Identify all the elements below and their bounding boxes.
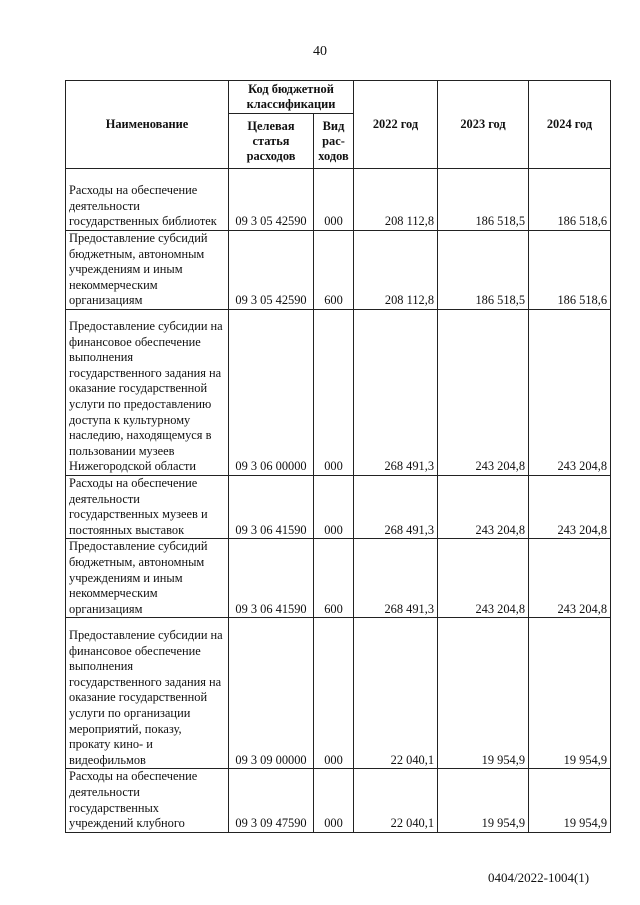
- row-value-2022: 208 112,8: [354, 231, 438, 310]
- row-target-code: 09 3 09 47590: [229, 769, 314, 832]
- row-value-2023: 243 204,8: [438, 539, 529, 618]
- header-2023: 2023 год: [438, 81, 529, 169]
- row-value-2024: 243 204,8: [529, 539, 611, 618]
- row-value-2023: 186 518,5: [438, 169, 529, 231]
- row-value-2022: 22 040,1: [354, 618, 438, 769]
- row-target-code: 09 3 05 42590: [229, 169, 314, 231]
- row-value-2023: 243 204,8: [438, 309, 529, 475]
- row-value-2022: 208 112,8: [354, 169, 438, 231]
- row-name: Предоставление субсидий бюджетным, автономным учреждениям и иным некоммерческим организациям: [66, 231, 229, 310]
- row-value-2023: 186 518,5: [438, 231, 529, 310]
- table-row: [66, 169, 611, 231]
- row-expense-kind: 000: [314, 618, 354, 769]
- row-target-code: 09 3 06 00000: [229, 309, 314, 475]
- header-expense-kind: Вид рас-ходов: [314, 114, 354, 169]
- row-target-code: 09 3 06 41590: [229, 475, 314, 538]
- row-expense-kind: 000: [314, 769, 354, 832]
- row-target-code: 09 3 09 00000: [229, 618, 314, 769]
- row-value-2023: 19 954,9: [438, 769, 529, 832]
- row-value-2022: 268 491,3: [354, 475, 438, 538]
- table-body: [66, 169, 611, 833]
- row-name: Предоставление субсидии на финансовое обеспечение выполнения государственного задания на оказание государственной услуги по предоставлению доступа к культурному наследию, находящемуся в пользовании музеев Нижегородской области: [66, 309, 229, 475]
- row-target-code: 09 3 05 42590: [229, 231, 314, 310]
- row-value-2024: 186 518,6: [529, 231, 611, 310]
- row-name: Предоставление субсидии на финансовое обеспечение выполнения государственного задания на оказание государственной услуги по организации мероприятий, показу, прокату кино- и видеофильмов: [66, 618, 229, 769]
- row-expense-kind: 000: [314, 475, 354, 538]
- row-value-2022: 22 040,1: [354, 769, 438, 832]
- row-value-2024: 186 518,6: [529, 169, 611, 231]
- row-name: Расходы на обеспечение деятельности государственных учреждений клубного: [66, 769, 229, 832]
- row-value-2024: 19 954,9: [529, 618, 611, 769]
- header-target-article: Целевая статья расходов: [229, 114, 314, 169]
- table-row: [66, 231, 611, 310]
- row-expense-kind: 000: [314, 169, 354, 231]
- row-expense-kind: 000: [314, 309, 354, 475]
- row-value-2022: 268 491,3: [354, 309, 438, 475]
- table-header: [66, 81, 611, 169]
- header-code-group: Код бюджетной классификации: [229, 81, 354, 114]
- row-target-code: 09 3 06 41590: [229, 539, 314, 618]
- header-name: Наименование: [66, 81, 229, 169]
- document-reference: 0404/2022-1004(1): [488, 870, 590, 885]
- row-name: Расходы на обеспечение деятельности государственных музеев и постоянных выставок: [66, 475, 229, 538]
- row-name: Расходы на обеспечение деятельности государственных библиотек: [66, 169, 229, 231]
- budget-table: [65, 80, 611, 833]
- page-number: 40: [313, 44, 327, 59]
- table-row: [66, 309, 611, 475]
- row-name: Предоставление субсидий бюджетным, автономным учреждениям и иным некоммерческим организациям: [66, 539, 229, 618]
- row-value-2024: 19 954,9: [529, 769, 611, 832]
- row-value-2023: 243 204,8: [438, 475, 529, 538]
- table-row: [66, 475, 611, 538]
- table-row: [66, 539, 611, 618]
- header-2024: 2024 год: [529, 81, 611, 169]
- header-2022: 2022 год: [354, 81, 438, 169]
- row-value-2022: 268 491,3: [354, 539, 438, 618]
- row-expense-kind: 600: [314, 231, 354, 310]
- table-row: [66, 618, 611, 769]
- row-value-2024: 243 204,8: [529, 475, 611, 538]
- table-row: [66, 769, 611, 832]
- row-value-2023: 19 954,9: [438, 618, 529, 769]
- row-expense-kind: 600: [314, 539, 354, 618]
- row-value-2024: 243 204,8: [529, 309, 611, 475]
